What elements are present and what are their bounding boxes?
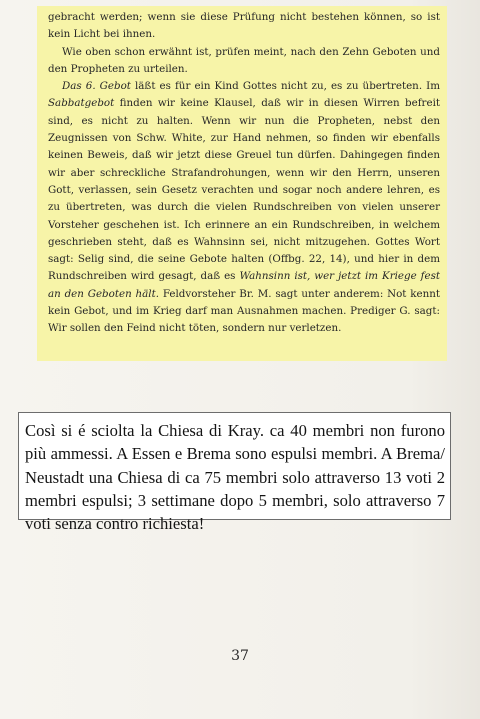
italian-text: Così si é sciolta la Chiesa di Kray. ca 40 membri non furono più ammessi. A Essen e Brema sono espulsi membri. A Brema/ Neustadt una Chiesa di ca 75 membri solo attraverso 13 voti 2 membri espulsi; 3 settimane dopo 5 membri, solo attraverso 7 voti senza contro richiesta! bbox=[25, 421, 445, 534]
german-paragraph-2: Wie oben schon erwähnt ist, prüfen meint, nach den Zehn Geboten und den Propheten zu urteilen. bbox=[48, 45, 440, 75]
german-paragraph-3 bbox=[48, 78, 440, 337]
german-p3-part-b: läßt es für ein Kind Gottes nicht zu, es zu übertreten. Im bbox=[130, 80, 441, 93]
italic-sabbatgebot: Sabbatgebot bbox=[48, 97, 115, 110]
german-paragraph-1: gebracht werden; wenn sie diese Prüfung nicht bestehen können, so ist kein Licht bei ihnen. bbox=[48, 11, 440, 41]
page-number: 37 bbox=[231, 648, 249, 664]
italian-translation-box bbox=[18, 412, 451, 534]
italic-das-6-gebot: Das 6. Gebot bbox=[62, 80, 131, 93]
german-p3-part-d: finden wir keine Klausel, daß wir in diesen Wirren befreit sind, es nicht zu halten. Wenn wir nun die Propheten, nebst den Zeugnissen von Schw. White, zur Hand nehmen, so finden wir ebenfalls keinen Beweis, daß wir jetzt diese Greuel tun dürfen. Dahingegen finden wir aber schreckliche Strafandrohungen, wenn wir den Herrn, unseren Gott, verlassen, sein Gesetz verachten und sogar noch andere lehren, es zu übertreten, was durch die vielen Rundschreiben von vielen unserer Vorsteher geschehen ist. Ich erinnere an ein Rundschreiben, in welchem geschrieben steht, daß es Wahnsinn sei, nicht mitzugehen. Gottes Wort sagt: Selig sind, die seine Gebote halten (Offbg. 22, 14), und hier in dem Rundschreiben wird gesagt, daß es bbox=[48, 97, 440, 283]
german-p3-part-f: Feldvorsteher Br. M. sagt unter anderem: Not kennt kein Gebot, und im Krieg darf man Ausnahmen machen. Prediger G. sagt: Wir sollen den Feind nicht töten, sondern nur verletzen. bbox=[48, 287, 441, 335]
german-text-block bbox=[48, 9, 440, 338]
italic-wahnsinn-quote: Wahnsinn ist, wer jetzt im Kriege fest an den Geboten hält. bbox=[48, 270, 440, 300]
